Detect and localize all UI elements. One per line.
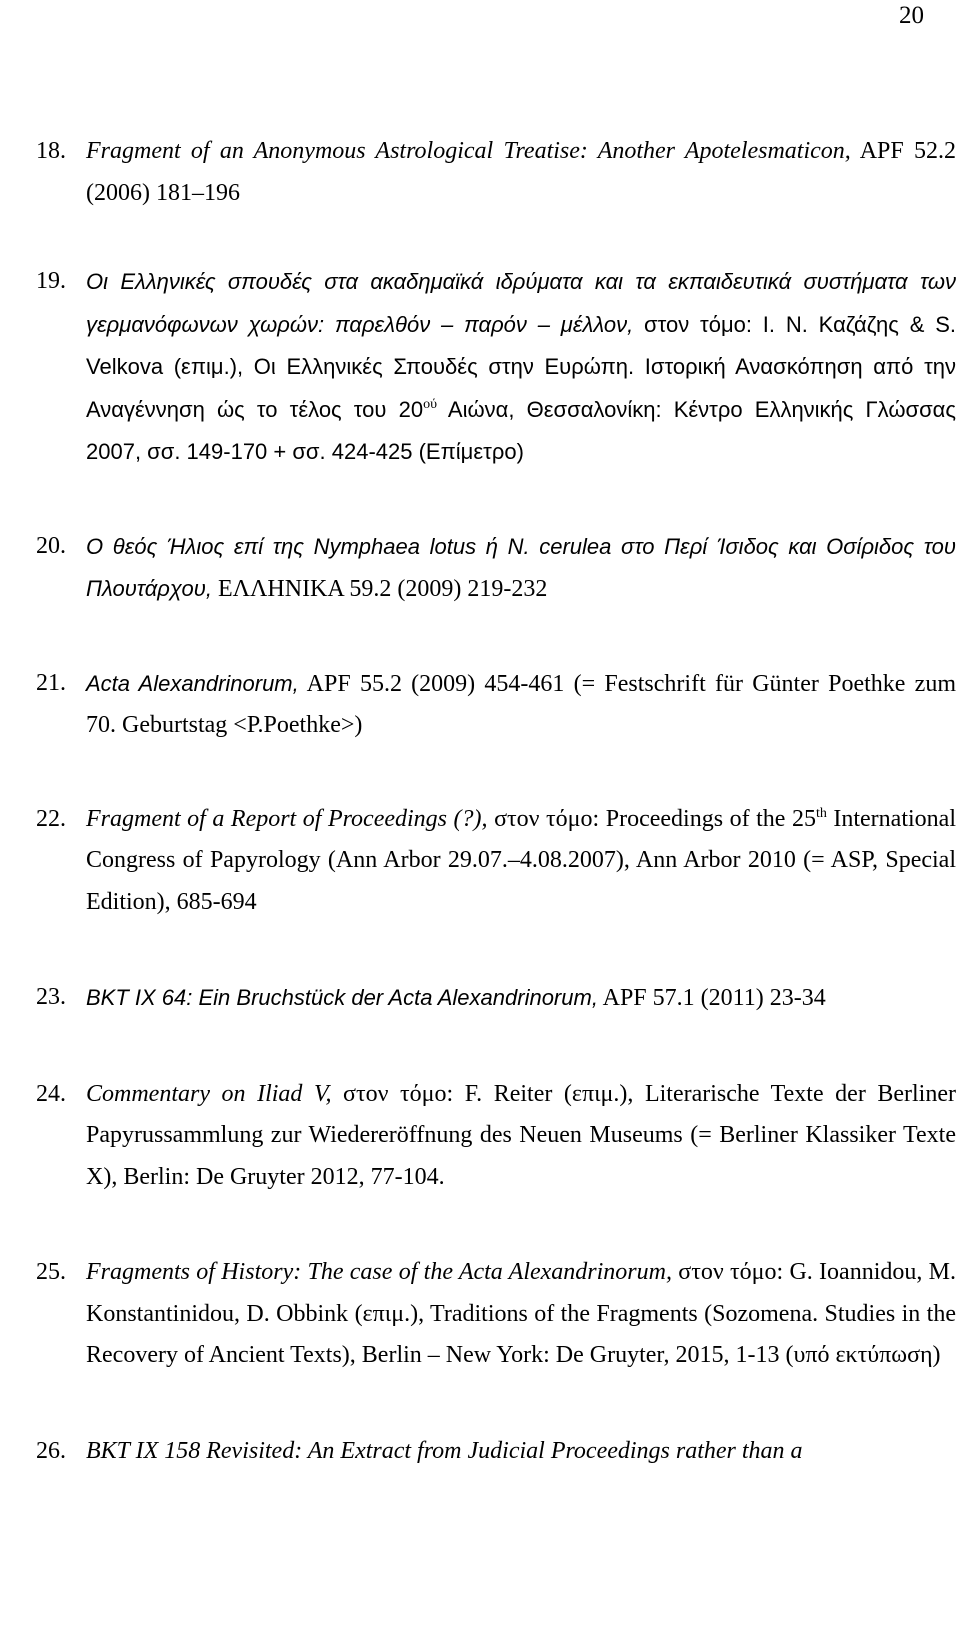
entry-number: 19. <box>36 268 66 294</box>
list-item <box>36 131 956 214</box>
entry-citation: στον τόμο: G. Ioannidou, M. Konstantinidou, D. Obbink (επιμ.), Traditions of the Fragments (Sozomena. Studies in the Recovery of Ancient Texts), Berlin – New York: De Gruyter, 2015, 1-13 (υπό εκτύπωση) <box>86 1259 956 1368</box>
entry-title: Ο θεός Ήλιος επί της Nymphaea lotus ή N. cerulea στο Περί Ίσιδος και Οσίριδος του Πλουτάρχου, <box>86 533 956 601</box>
list-item <box>36 261 956 474</box>
entry-citation: στον τόμο: Proceedings of the 25 <box>487 805 816 832</box>
entry-title: Acta Alexandrinorum, <box>86 670 299 696</box>
entry-number: 20. <box>36 532 66 559</box>
entry-superscript: ού <box>423 396 437 412</box>
entry-citation-continued: International Congress of Papyrology (Ann Arbor 29.07.–4.08.2007), Ann Arbor 2010 (= ASP, Special Edition), 685-694 <box>86 805 956 915</box>
entry-citation: στον τόμο: I. N. Καζάζης & S. Velkova (επιμ.), Οι Ελληνικές Σπουδές στην Ευρώπη. Ιστορική Ανασκόπηση από την Αναγέννηση ώς το τέλος του 20 <box>86 311 956 422</box>
entry-number: 26. <box>36 1437 66 1464</box>
entry-title: BKT IX 64: Ein Bruchstück der Acta Alexandrinorum, <box>86 985 598 1010</box>
list-item <box>36 1252 956 1377</box>
entry-number: 21. <box>36 669 66 696</box>
entry-citation: ΕΛΛΗΝΙΚΑ 59.2 (2009) 219-232 <box>211 576 548 602</box>
entry-title: Fragment of an Anonymous Astrological Treatise: Another Apotelesmaticon, <box>86 138 851 164</box>
list-item <box>36 1074 956 1199</box>
entry-title: BKT IX 158 Revisited: An Extract from Judicial Proceedings rather than a <box>86 1437 803 1464</box>
list-item <box>36 977 956 1020</box>
entry-title: Fragment of a Report of Proceedings (?), <box>86 805 488 832</box>
page-number: 20 <box>899 2 924 29</box>
entry-citation: στον τόμο: F. Reiter (επιμ.), Literarische Texte der Berliner Papyrussammlung zur Wiedereröffnung des Neuen Museums (= Berliner Klassiker Texte X), Berlin: De Gruyter 2012, 77-104. <box>86 1080 956 1190</box>
list-item <box>36 663 956 747</box>
entry-citation-continued: Αιώνα, Θεσσαλονίκη: Κέντρο Ελληνικής Γλώσσας 2007, σσ. 149-170 + σσ. 424-425 (Επίμετρο) <box>86 396 956 464</box>
entry-number: 24. <box>36 1080 66 1107</box>
list-item <box>36 799 956 924</box>
entry-number: 25. <box>36 1259 66 1285</box>
entry-title: Οι Ελληνικές σπουδές στα ακαδημαϊκά ιδρύματα και τα εκπαιδευτικά συστήματα των γερμανόφωνων χωρών: παρελθόν – παρόν – μέλλον, <box>86 269 956 337</box>
entry-citation: APF 52.2 (2006) 181–196 <box>86 138 956 206</box>
entry-number: 22. <box>36 805 66 832</box>
entry-superscript: th <box>815 805 827 821</box>
entry-title: Fragments of History: The case of the Acta Alexandrinorum, <box>86 1259 672 1285</box>
entry-citation: APF 55.2 (2009) 454-461 (= Festschrift für Günter Poethke zum 70. Geburtstag <P.Poethke>) <box>86 670 956 738</box>
entry-title: Commentary on Iliad V, <box>86 1080 332 1107</box>
entry-number: 23. <box>36 984 66 1010</box>
bibliography-list <box>36 131 956 1472</box>
entry-number: 18. <box>36 138 66 164</box>
list-item <box>36 1431 956 1473</box>
list-item <box>36 526 956 611</box>
entry-citation: APF 57.1 (2011) 23-34 <box>597 985 826 1011</box>
